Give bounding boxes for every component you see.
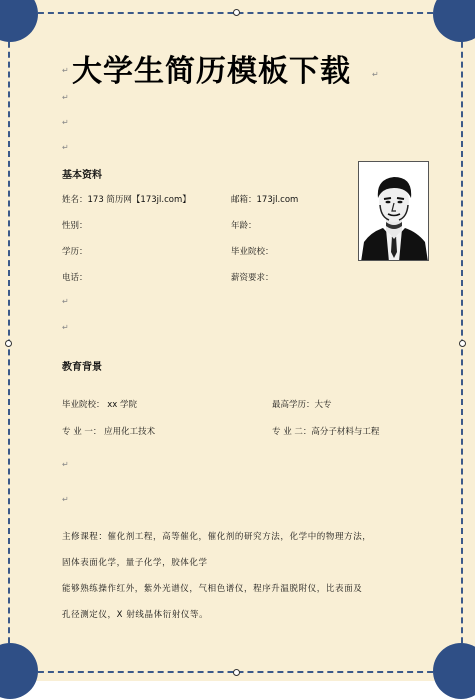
edu-grad-school-field: 毕业院校： xx 学院 [62, 400, 137, 410]
selection-handle[interactable] [233, 9, 240, 16]
corner-decoration [0, 643, 38, 699]
skills-line: 能够熟练操作红外，紫外光谱仪，气相色谱仪，程序升温脱附仪，比表面及 [62, 584, 363, 594]
highest-degree-field: 最高学历：大专 [272, 400, 332, 410]
grad-school-field: 毕业院校： [231, 247, 274, 257]
portrait-image [359, 162, 429, 261]
courses-line: 固体表面化学，量子化学，胶体化学 [62, 558, 208, 568]
paragraph-mark: ↵ [62, 93, 69, 102]
major-two-field: 专 业 二：高分子材料与工程 [272, 427, 380, 437]
corner-decoration [433, 643, 475, 699]
selection-handle[interactable] [5, 340, 12, 347]
paragraph-mark: ↵ [62, 143, 69, 152]
paragraph-mark: ↵ [62, 297, 69, 306]
degree-field: 学历： [62, 247, 88, 257]
section-heading-basic: 基本资料 [62, 170, 102, 181]
dashed-border-frame [8, 12, 463, 673]
corner-decoration [433, 0, 475, 42]
paragraph-mark: ↵ [62, 118, 69, 127]
gender-field: 性别： [62, 221, 88, 231]
age-field: 年龄： [231, 221, 257, 231]
selection-handle[interactable] [233, 669, 240, 676]
paragraph-mark: ↵ [372, 70, 379, 79]
corner-decoration [0, 0, 38, 42]
paragraph-mark: ↵ [62, 495, 69, 504]
profile-photo[interactable] [358, 161, 429, 261]
paragraph-mark: ↵ [62, 323, 69, 332]
email-field: 邮箱：173jl.com [231, 195, 299, 205]
salary-field: 薪资要求： [231, 273, 274, 283]
paragraph-mark: ↵ [62, 66, 69, 75]
skills-line: 孔径测定仪，X 射线晶体衍射仪等。 [62, 610, 209, 620]
page-title: 大学生简历模板下载 [72, 54, 351, 89]
courses-line: 主修课程：催化剂工程，高等催化，催化剂的研究方法，化学中的物理方法， [62, 532, 372, 542]
major-one-field: 专 业 一： 应用化工技术 [62, 427, 156, 437]
paragraph-mark: ↵ [62, 460, 69, 469]
name-field: 姓名：173 简历网【173jl.com】 [62, 195, 191, 205]
selection-handle[interactable] [459, 340, 466, 347]
section-heading-education: 教育背景 [62, 362, 102, 373]
phone-field: 电话： [62, 273, 88, 283]
